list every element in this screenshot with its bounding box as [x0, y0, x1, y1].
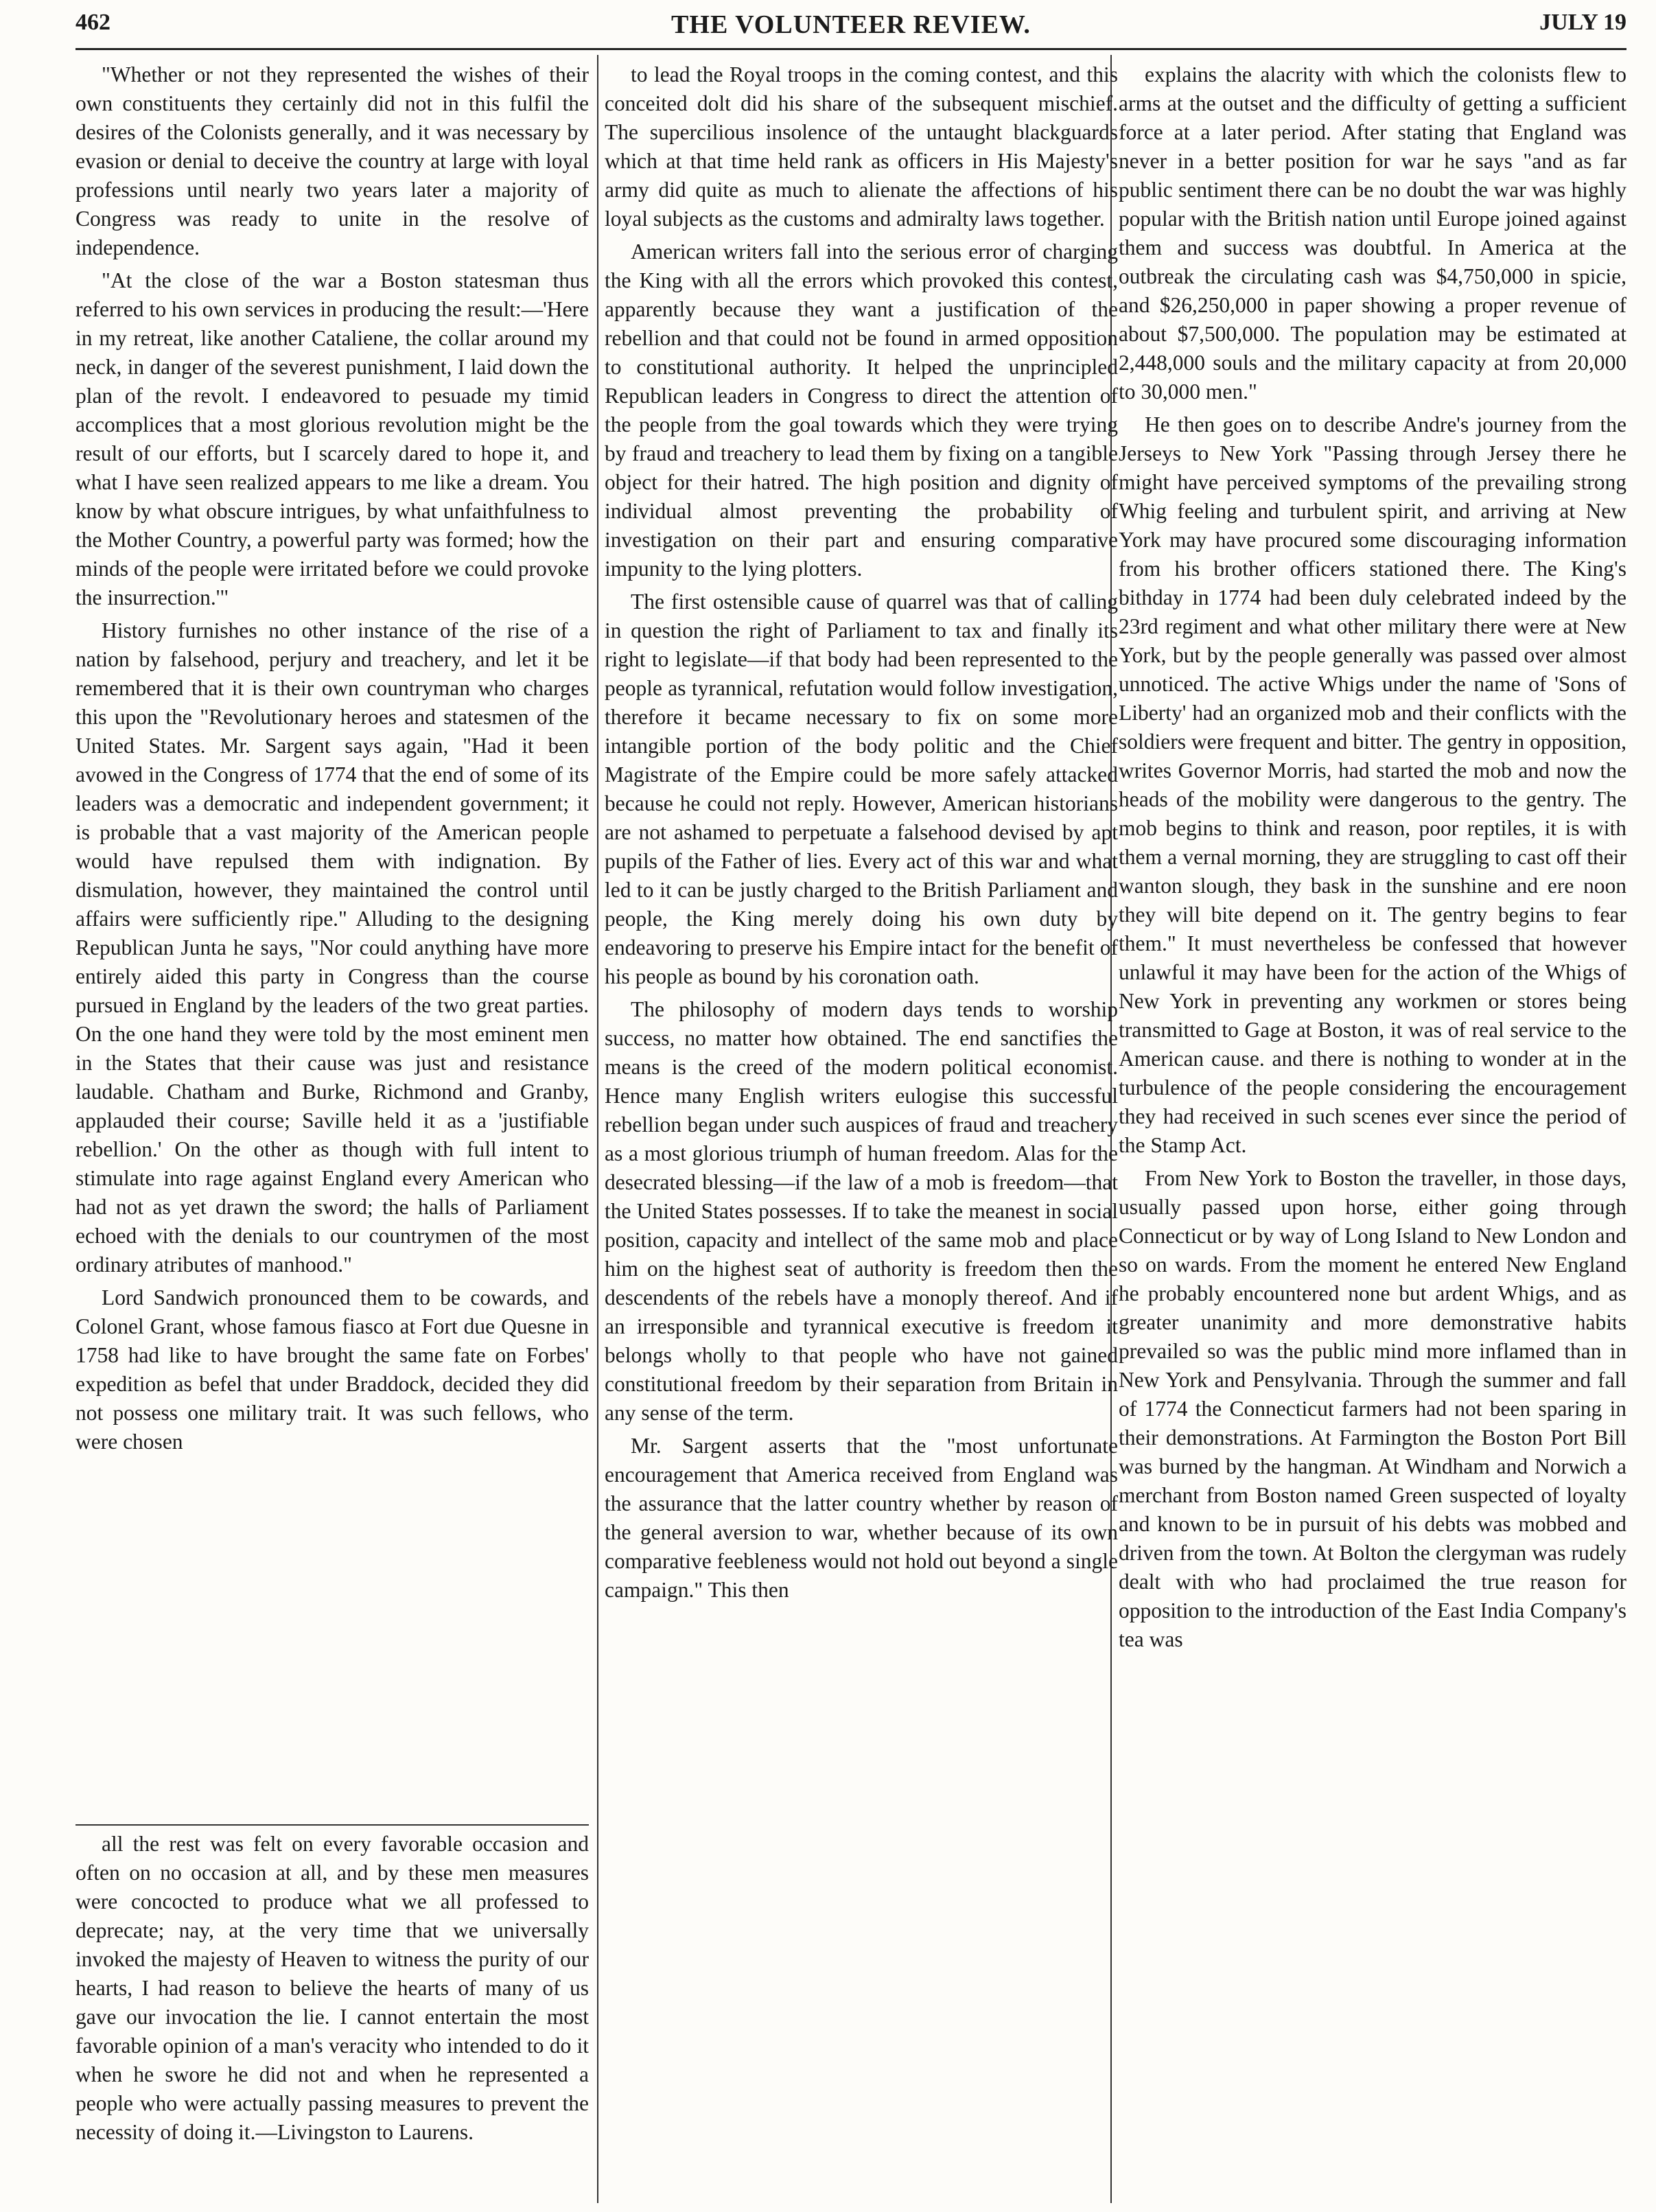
paragraph: American writers fall into the serious error of charging the King with all the errors which provoked this contest, apparently because they want a justification of the rebellion and that could not be found in armed opposition to constitutional authority. It helped the unprincipled Republican leaders in Congress to direct the attention of the people from the goal towards which they were trying by fraud and treachery to lead them by fixing on a tangible object for their hatred. The high position and dignity of individual almost preventing the probability of investigation on their part and ensuring comparative impunity to the lying plotters.: [605, 240, 1118, 581]
column-1: [75, 60, 589, 2202]
paragraph: "Whether or not they represented the wishes of their own constituents they certainly did not in this fulfil the desires of the Colonists generally, and it was necessary by evasion or denial to deceive the country at large with loyal professions until nearly two years later a majority of Congress was ready to unite in the resolve of independence.: [75, 62, 589, 259]
publication-title: THE VOLUNTEER REVIEW.: [671, 10, 1031, 39]
footnote: all the rest was felt on every favorable occasion and often on no occasion at all, and by these men measures were concocted to produce what we all professed to deprecate; nay, at the very time that we universally invoked the majesty of Heaven to witness the purity of our hearts, I had reason to believe the hearts of many of us gave our invocation the lie. I cannot entertain the most favorable opinion of a man's veracity who intended to do it when he swore he did not and when he represented a people who were actually passing measures to prevent the necessity of doing it.—Livingston to Laurens.: [75, 1824, 589, 2147]
paragraph: The first ostensible cause of quarrel was that of calling in question the right of Parliament to tax and finally its right to legislate—if that body had been represented to the people as tyrannical, refutation would follow investigation, therefore it became necessary to fix on some more intangible portion of the body politic and the Chief Magistrate of the Empire could be more safely attacked because he could not reply. However, American historians are not ashamed to perpetuate a falsehood devised by apt pupils of the Father of lies. Every act of this war and what led to it can be justly charged to the British Parliament and people, the King merely doing his own duty by endeavoring to preserve his Empire intact for the benefit of his people as bound by his coronation oath.: [605, 590, 1118, 988]
header-rule: [75, 48, 1626, 50]
column-divider: [597, 55, 598, 2203]
column-3: [1119, 60, 1626, 2202]
page-header: [75, 10, 1626, 49]
footnote-block: [75, 1824, 589, 2151]
paragraph: History furnishes no other instance of the rise of a nation by falsehood, perjury and treachery, and let it be remembered that it is their own countryman who charges this upon the "Revolutionary heroes and statesmen of the United States. Mr. Sargent says again, "Had it been avowed in the Congress of 1774 that the end of some of its leaders was a democratic and independent government; it is probable that a vast majority of the American people would have repulsed them with indignation. By dismulation, however, they maintained the control until affairs were sufficiently ripe." Alluding to the designing Republican Junta he says, "Nor could anything have more entirely aided this party in Congress than the course pursued in England by the leaders of the two great parties. On the one hand they were told by the most eminent men in the States that their cause was just and resistance laudable. Chatham and Burke, Richmond and Granby, applauded their course; Saville held it as a 'justifiable rebellion.' On the other as though with full intent to stimulate into rage against England every American who had not as yet drawn the sword; the halls of Parliament echoed with the denials to our countrymen of the most ordinary atributes of manhood.": [75, 618, 589, 1277]
column-2: [605, 60, 1118, 2202]
paragraph: to lead the Royal troops in the coming contest, and this conceited dolt did his share of the subsequent mischief. The supercilious insolence of the untaught blackguards which at that time held rank as officers in His Majesty's army did quite as much to alienate the affections of his loyal subjects as the customs and admiralty laws together.: [605, 62, 1118, 231]
paragraph: Lord Sandwich pronounced them to be cowards, and Colonel Grant, whose famous fiasco at Fort due Quesne in 1758 had like to have brought the same fate on Forbes' expedition as befel that under Braddock, decided they did not possess one military trait. It was such fellows, who were chosen: [75, 1285, 589, 1454]
paragraph: The philosophy of modern days tends to worship success, no matter how obtained. The end sanctifies the means is the creed of the modern political economist. Hence many English writers eulogise this successful rebellion began under such auspices of fraud and treachery as a most glorious triumph of human freedom. Alas for the desecrated blessing—if the law of a mob is freedom—that the United States possesses. If to take the meanest in social position, capacity and intellect of the same mob and place him on the highest seat of authority is freedom then the descendents of the rebels have a monoply thereof. And if an irresponsible and tyrannical executive is freedom it belongs wholly to that people who have not gained constitutional freedom by their separation from Britain in any sense of the term.: [605, 997, 1118, 1425]
paragraph: He then goes on to describe Andre's journey from the Jerseys to New York "Passing through Jersey there he might have perceived symptoms of the prevailing strong Whig feeling and turbulent spirit, and arriving at New York may have procured some discouraging information from his brother officers stationed there. The King's bithday in 1774 had been duly celebrated indeed by the 23rd regiment and what other military there were at New York, but by the people generally was passed over almost unnoticed. The active Whigs under the name of 'Sons of Liberty' had an organized mob and their conflicts with the soldiers were frequent and bitter. The gentry in opposition, writes Governor Morris, had started the mob and now the heads of the mobility were dangerous to the gentry. The mob begins to think and reason, poor reptiles, it is with them a vernal morning, they are struggling to cast off their wanton slough, they bask in the sunshine and ere noon they will bite depend on it. The gentry begins to fear them." It must nevertheless be confessed that however unlawful it may have been for the action of the Whigs of New York in preventing any workmen or stores being transmitted to Gage at Boston, it was of real service to the American cause. and there is nothing to wonder at in the turbulence of the people considering the encouragement they had received in such scenes ever since the period of the Stamp Act.: [1119, 412, 1626, 1157]
paragraph: Mr. Sargent asserts that the "most unfortunate encouragement that America received from England was the assurance that the latter country whether by reason of the general aversion to war, whether because of its own comparative feebleness would not hold out beyond a single campaign." This then: [605, 1434, 1118, 1602]
paragraph: From New York to Boston the traveller, in those days, usually passed upon horse, either going through Connecticut or by way of Long Island to New London and so on wards. From the moment he entered New England he probably encountered none but ardent Whigs, and as greater unanimity and more demonstrative habits prevailed so was the public mind more inflamed than in New York and Pensylvania. Through the summer and fall of 1774 the Connecticut farmers had not been sparing in their demonstrations. At Farmington the Boston Port Bill was burned by the hangman. At Windham and Norwich a merchant from Boston named Green suspected of loyalty and known to be in pursuit of his debts was mobbed and driven from the town. At Bolton the clergyman was rudely dealt with who had proclaimed the true reason for opposition to the introduction of the East India Company's tea was: [1119, 1166, 1626, 1651]
paragraph: "At the close of the war a Boston statesman thus referred to his own services in producing the result:—'Here in my retreat, like another Cataliene, the collar around my neck, in danger of the severest punishment, I laid down the plan of the revolt. I endeavored to pesuade my timid accomplices that a most glorious revolution might be the result of our efforts, but I scarcely dared to hope it, and what I have seen realized appears to me like a dream. You know by what obscure intrigues, by what unfaithfulness to the Mother Country, a powerful party was formed; how the minds of the people were irritated before we could provoke the insurrection.'": [75, 268, 589, 609]
paragraph: explains the alacrity with which the colonists flew to arms at the outset and the difficulty of getting a sufficient force at a later period. After stating that England was never in a better position for war he says "and as far public sentiment there can be no doubt the war was highly popular with the British nation until Europe joined against them and success was doubtful. In America at the outbreak the circulating cash was $4,750,000 in spicie, and $26,250,000 in paper showing a proper revenue of about $7,500,000. The population may be estimated at 2,448,000 souls and the military capacity at from 20,000 to 30,000 men.": [1119, 62, 1626, 404]
issue-date: JULY 19: [1539, 10, 1626, 35]
page-number: 462: [75, 10, 110, 35]
